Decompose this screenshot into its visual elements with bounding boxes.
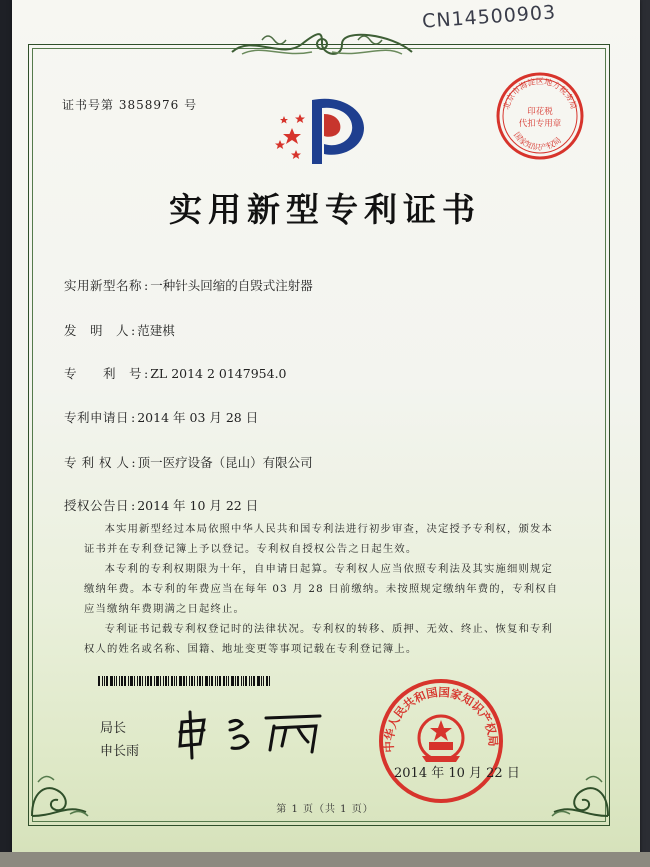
barcode-bar [183,676,185,686]
director-name: 申长雨 [100,744,140,759]
field-label: 授权公告日 [64,498,130,513]
barcode-bar [142,676,143,686]
barcode-bar [163,676,164,686]
barcode-bar [145,676,146,686]
field-value: 2014 年 10 月 22 日 [137,498,259,513]
barcode-bar [160,676,161,686]
barcode-bar [98,676,100,686]
barcode-bar [139,676,141,686]
field-value: 2014 年 03 月 28 日 [137,410,259,425]
barcode-bar [219,676,221,686]
barcode-bar [253,676,255,686]
field-grant-date: 授权公告日 : 2014 年 10 月 22 日 [64,498,259,513]
seal-date: 2014 年 10 月 22 日 [394,766,520,781]
svg-text:国家知识产权局 [512,130,563,152]
director-title: 局长 [100,721,127,736]
barcode-bar [110,676,113,686]
barcode-bar [251,676,252,686]
barcode-bar [266,676,268,686]
barcode-bar [156,676,159,686]
barcode-bar [241,676,242,686]
tax-stamp-line-3: 代扣专用章 [518,119,562,129]
paragraph-grant: 本实用新型经过本局依照中华人民共和国专利法进行初步审查，决定授予专利权，颁发本证书并在专利登记簿上予以登记。专利权自授权公告之日起生效。 [84,523,553,555]
field-inventor: 发 明 人 : 范建棋 [64,323,175,338]
barcode-bar [174,676,175,686]
field-value: ZL 2014 2 0147954.0 [150,366,287,381]
tax-stamp-seal [494,70,586,162]
barcode-bar [226,676,227,686]
field-value: 范建棋 [137,323,175,338]
barcode-bar [249,676,250,686]
certificate-body-text [84,519,564,659]
field-label: 实用新型名称 [64,278,143,293]
barcode-bar [205,676,208,686]
barcode-bar [114,676,115,686]
barcode-bar [217,676,218,686]
barcode-bar [150,676,152,686]
certificate-number [62,96,197,113]
barcode-bar [269,676,270,686]
barcode-bar [261,676,262,686]
barcode-bar [257,676,260,686]
field-label: 专利申请日 [64,410,130,425]
barcode-bar [104,676,105,686]
barcode-bar [119,676,120,686]
barcode-bar [124,676,126,686]
barcode-bar [228,676,229,686]
barcode-bar [186,676,187,686]
barcode-bar [194,676,195,686]
certificate-title: 实用新型专利证书 [169,190,481,229]
barcode-bar [116,676,117,686]
barcode-bar [237,676,239,686]
barcode-bar [165,676,167,686]
field-filing-date: 专利申请日 : 2014 年 03 月 28 日 [64,410,259,425]
barcode-bar [171,676,173,686]
barcode-bar [223,676,225,686]
field-patentee: 专 利 权 人 : 顶一医疗设备（昆山）有限公司 [64,455,313,470]
barcode-bar [209,676,210,686]
barcode-bar [215,676,216,686]
field-label: 专 利 号 [64,366,143,381]
sipo-logo-icon [270,94,370,170]
national-emblem-icon [419,716,463,762]
barcode-bar [121,676,123,686]
director-signature [170,700,330,760]
barcode-bar [191,676,193,686]
barcode-bar [263,676,264,686]
svg-text:北京市海淀区地方税务局 [501,76,579,110]
barcode-bar [189,676,190,686]
barcode-bar [130,676,133,686]
barcode-bar [128,676,129,686]
barcode-bar [154,676,155,686]
barcode-bar [211,676,213,686]
certificate-number-value: 3858976 [118,98,180,112]
barcode-bar [147,676,149,686]
barcode-bar [243,676,244,686]
barcode-bar [134,676,135,686]
tax-stamp-top-text: 北京市海淀区地方税务局 [501,76,579,111]
barcode-bar [202,676,203,686]
page-stack-edge [0,852,650,867]
paragraph-legal-status: 专利证书记载专利权登记时的法律状况。专利权的转移、质押、无效、终止、恢复和专利权人的姓名或名称、国籍、地址变更等事项记载在专利登记簿上。 [84,623,553,655]
certificate-number-label: 证书号第 [62,98,115,112]
top-ornament [222,30,422,64]
barcode-bar [176,676,177,686]
field-value: 顶一医疗设备（昆山）有限公司 [137,455,313,470]
paragraph-term: 本专利的专利权期限为十年，自申请日起算。专利权人应当依照专利法及其实施细则规定缴纳年费。本专利的年费应当在每年 03 月 28 日前缴纳。未按照规定缴纳年费的，专利权自应当缴纳年费期满之日起终止。 [84,563,559,615]
barcode-bar [179,676,182,686]
barcode [98,676,293,686]
official-seal-text: 中华人民共和国国家知识产权局 [381,685,501,753]
barcode-bar [137,676,138,686]
barcode-bar [231,676,234,686]
barcode-bar [199,676,201,686]
field-utility-model-name: 实用新型名称 : 一种针头回缩的自毁式注射器 [64,278,313,293]
certificate-number-suffix: 号 [184,98,198,112]
official-seal [376,676,506,806]
field-patent-number: 专 利 号 : ZL 2014 2 0147954.0 [64,366,287,381]
barcode-bar [102,676,103,686]
tax-stamp-line-2: 印花税 [527,107,553,117]
field-label: 专 利 权 人 [64,455,130,470]
barcode-bar [245,676,247,686]
barcode-bar [168,676,169,686]
page-number: 第 1 页（共 1 页） [276,804,374,815]
barcode-bar [235,676,236,686]
field-label: 发 明 人 [64,323,130,338]
barcode-bar [197,676,198,686]
handwritten-code: CN14500903 [421,1,557,33]
field-value: 一种针头回缩的自毁式注射器 [150,278,313,293]
barcode-bar [106,676,108,686]
tax-stamp-bottom-text: 国家知识产权局 [511,130,563,153]
